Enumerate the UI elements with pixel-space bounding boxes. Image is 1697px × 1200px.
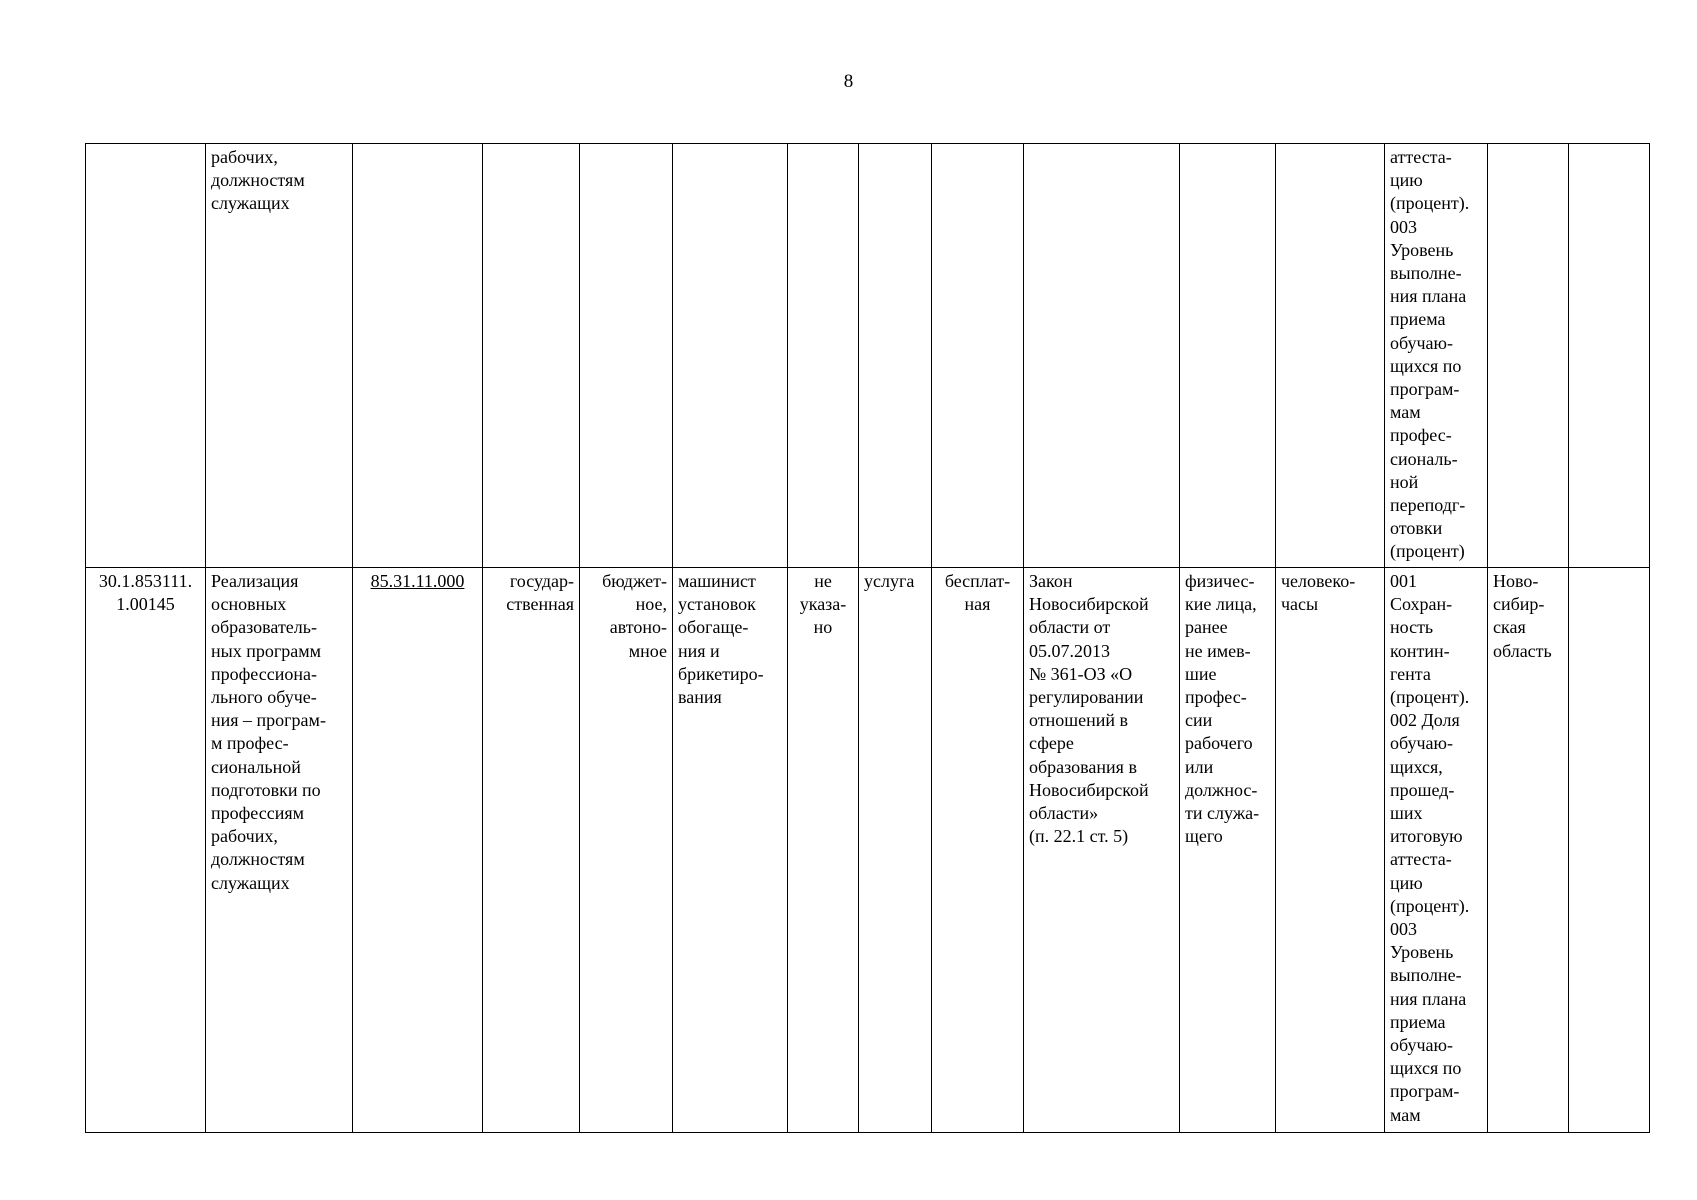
cell-legal-basis (1024, 144, 1180, 568)
cell-okved-code (353, 144, 483, 568)
cell-service-type: государ- ственная (483, 568, 580, 1133)
cell-quality-indicators: аттеста- цию (процент). 003 Уровень выполне- ния плана приема обучаю- щихся по програм- мам профес- сиональ- ной переподг- отовки (процент) (1385, 144, 1488, 568)
cell-institution-type: бюджет- ное, автоно- мное (580, 568, 673, 1133)
cell-payment: бесплат- ная (932, 568, 1024, 1133)
table-row (86, 144, 1650, 568)
cell-quality-indicators: 001 Сохран- ность контин- гента (процент). 002 Доля обучаю- щихся, прошед- ших итоговую аттеста- цию (процент). 003 Уровень выполне- ния плана приема обучаю- щихся по програм- мам (1385, 568, 1488, 1133)
cell-territory (1488, 144, 1569, 568)
cell-payment (932, 144, 1024, 568)
registry-table (85, 143, 1650, 1133)
cell-registry-number: 30.1.853111. 1.00145 (86, 568, 206, 1133)
cell-service-name: рабочих, должностям служащих (206, 144, 353, 568)
cell-kind: услуга (859, 568, 932, 1133)
cell-form: не указа- но (788, 568, 859, 1133)
cell-profession (673, 144, 788, 568)
cell-okved-code (353, 568, 483, 1133)
cell-service-type (483, 144, 580, 568)
cell-legal-basis: Закон Новосибирской области от 05.07.2013 № 361-ОЗ «О регулировании отношений в сфере образования в Новосибирской области» (п. 22.1 ст. 5) (1024, 568, 1180, 1133)
cell-service-name: Реализация основных образователь- ных программ профессиона- льного обуче- ния – програм- м профес- сиональной подготовки по профессиям рабочих, должностям служащих (206, 568, 353, 1133)
cell-volume-unit: человеко- часы (1276, 568, 1385, 1133)
table-row (86, 568, 1650, 1133)
okved-code-link[interactable]: 85.31.11.000 (370, 571, 465, 591)
cell-form (788, 144, 859, 568)
cell-profession: машинист установок обогаще- ния и брикетиро- вания (673, 568, 788, 1133)
cell-volume-unit (1276, 144, 1385, 568)
cell-extra (1569, 568, 1650, 1133)
cell-consumers: физичес- кие лица, ранее не имев- шие профес- сии рабочего или должнос- ти служа- щего (1180, 568, 1276, 1133)
cell-institution-type (580, 144, 673, 568)
cell-registry-number (86, 144, 206, 568)
cell-consumers (1180, 144, 1276, 568)
cell-extra (1569, 144, 1650, 568)
page-number: 8 (843, 71, 854, 92)
cell-kind (859, 144, 932, 568)
cell-territory: Ново- сибир- ская область (1488, 568, 1569, 1133)
